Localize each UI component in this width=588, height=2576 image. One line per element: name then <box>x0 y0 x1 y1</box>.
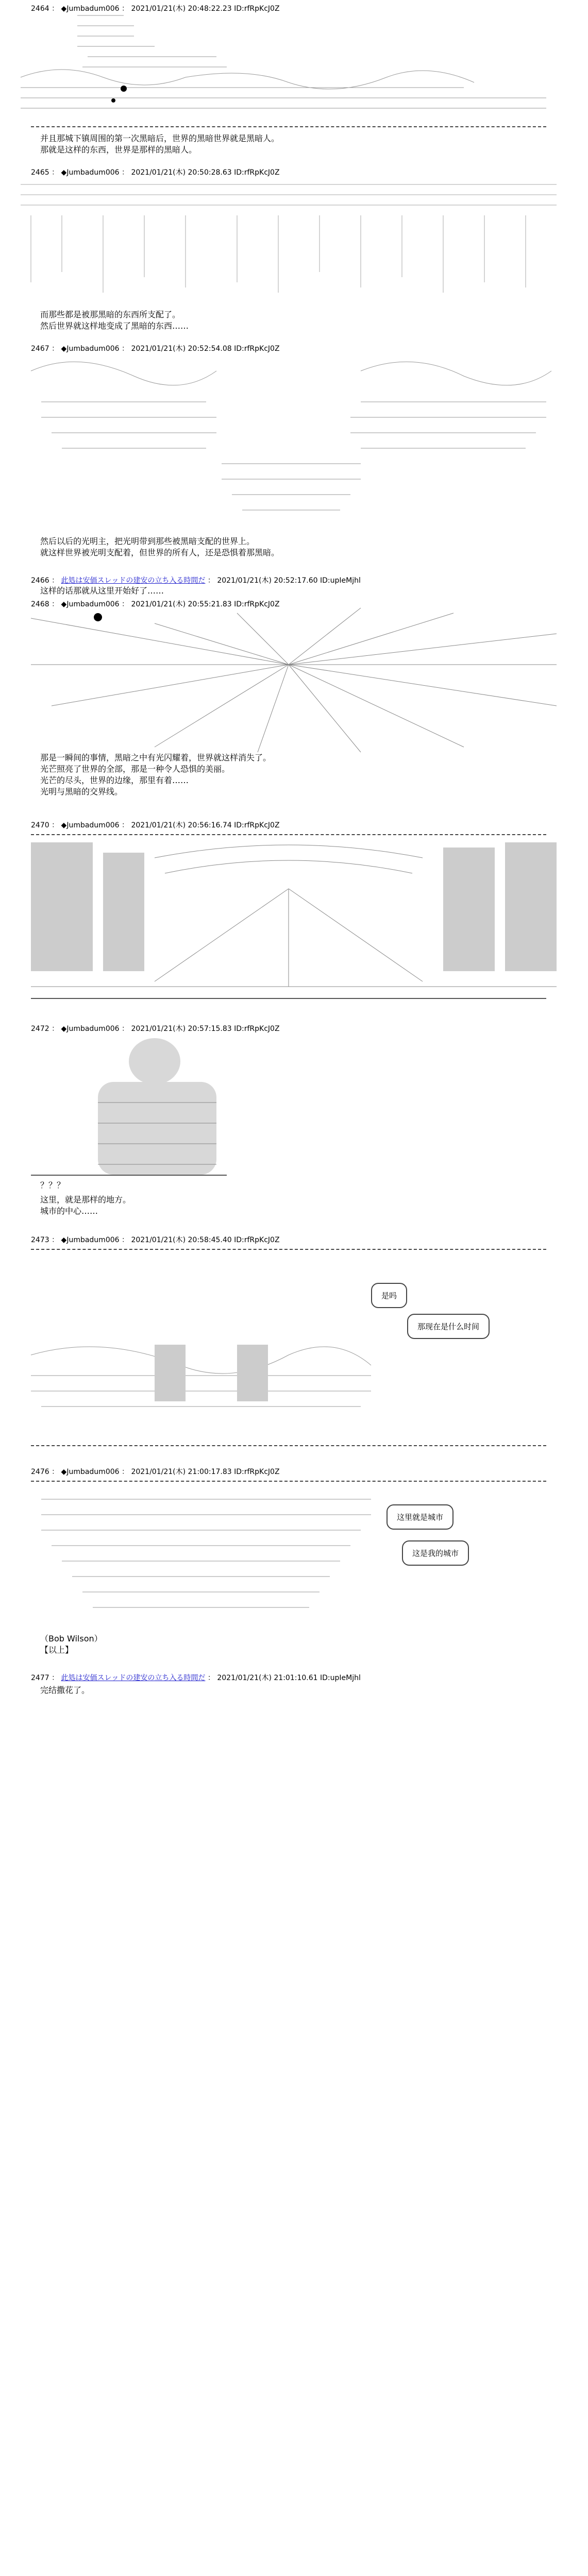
poster-name: ◆Jumbadum006 <box>61 345 120 353</box>
post-datetime: 2021/01/21(木) 20:52:17.60 <box>217 577 318 585</box>
post-2473 <box>0 1231 588 1458</box>
post-datetime: 2021/01/21(木) 20:56:16.74 <box>131 821 232 829</box>
post-body-line: 并且那城下镇周围的第一次黑暗后，世界的黑暗世界就是黑暗人。 <box>40 133 280 143</box>
post-body-line: 然后以后的光明主，把光明带到那些被黑暗支配的世界上。 <box>40 536 255 546</box>
quoted-post-header: 2466 ： 此処は安価スレッドの建安の立ち入る時間だ ： 2021/01/21(木) 20:52:17.60 ID:upIeMjhl <box>31 577 361 585</box>
post-body-line: 这里，就是那样的地方。 <box>40 1195 131 1205</box>
post-body-line: 光芒照亮了世界的全部，那是一种令人恐惧的美丽。 <box>40 764 230 774</box>
post-datetime: 2021/01/21(木) 20:57:15.83 <box>131 1025 232 1033</box>
post-body-line: 完结撒花了。 <box>40 1685 90 1695</box>
ascii-art-city-silhouette <box>0 164 588 318</box>
poster-id[interactable]: ID:upIeMjhl <box>320 577 361 585</box>
post-2477 <box>0 1669 588 1710</box>
post-2467 <box>0 340 588 567</box>
speech-bubble: 那现在是什么时间 <box>407 1314 490 1339</box>
poster-name: ◆Jumbadum006 <box>61 600 120 608</box>
post-2472 <box>0 1020 588 1226</box>
post-body-line: 而那些都是被那黑暗的东西所支配了。 <box>40 310 181 319</box>
poster-name-link[interactable]: 此処は安価スレッドの建安の立ち入る時間だ <box>61 577 206 585</box>
ascii-art-light-rays <box>0 572 588 757</box>
post-2464 <box>0 0 588 155</box>
poster-name-link[interactable]: 此処は安価スレッドの建安の立ち入る時間だ <box>61 1674 206 1682</box>
post-number[interactable]: 2465 <box>31 168 49 177</box>
post-header: 2465 ： ◆Jumbadum006 ： 2021/01/21(木) 20:50:28.63 ID:rfRpKcJ0Z <box>31 168 280 177</box>
post-2468 <box>0 572 588 804</box>
ascii-art-hills <box>0 0 588 124</box>
ascii-art-scene <box>0 1231 588 1458</box>
post-body-line: 就这样世界被光明支配着，但世界的所有人，还是恐惧着那黑暗。 <box>40 548 280 557</box>
poster-id[interactable]: ID:rfRpKcJ0Z <box>234 5 280 13</box>
post-number[interactable]: 2473 <box>31 1236 49 1244</box>
poster-name: ◆Jumbadum006 <box>61 1236 120 1244</box>
post-body-line: 那是一瞬间的事情，黑暗之中有光闪耀着，世界就这样消失了。 <box>40 753 272 762</box>
post-datetime: 2021/01/21(木) 20:52:54.08 <box>131 345 232 353</box>
post-body-line: ？？？ <box>40 1180 65 1190</box>
post-number[interactable]: 2470 <box>31 821 49 829</box>
post-body-line: 光明与黑暗的交界线。 <box>40 787 123 796</box>
separator <box>31 998 546 999</box>
quoted-body: 这样的话那就从这里开始好了…… <box>40 586 164 596</box>
post-datetime: 2021/01/21(木) 20:48:22.23 <box>131 5 232 13</box>
ascii-art-final-scene <box>0 1463 588 1680</box>
poster-id[interactable]: ID:rfRpKcJ0Z <box>234 1468 280 1476</box>
post-body-line: 光芒的尽头，世界的边缘，那里有着…… <box>40 775 189 785</box>
post-2470 <box>0 817 588 1012</box>
poster-name: ◆Jumbadum006 <box>61 1468 120 1476</box>
poster-name: ◆Jumbadum006 <box>61 821 120 829</box>
ascii-art-city-street <box>0 817 588 1012</box>
post-header: 2473 ： ◆Jumbadum006 ： 2021/01/21(木) 20:58:45.40 ID:rfRpKcJ0Z <box>31 1236 280 1244</box>
post-header: 2468 ： ◆Jumbadum006 ： 2021/01/21(木) 20:55:21.83 ID:rfRpKcJ0Z <box>31 600 280 608</box>
post-body-line: 【以上】 <box>40 1645 74 1655</box>
post-2476 <box>0 1463 588 2576</box>
separator <box>31 1175 227 1176</box>
post-number[interactable]: 2472 <box>31 1025 49 1033</box>
post-header: 2464 ： ◆Jumbadum006 ： 2021/01/21(木) 20:48:22.23 ID:rfRpKcJ0Z <box>31 5 280 13</box>
post-number[interactable]: 2477 <box>31 1674 49 1682</box>
ascii-art-cloaked-figure <box>0 1020 588 1185</box>
post-number[interactable]: 2464 <box>31 5 49 13</box>
post-body-line: 然后世界就这样地变成了黑暗的东西…… <box>40 321 189 331</box>
poster-name: ◆Jumbadum006 <box>61 168 120 177</box>
post-header: 2467 ： ◆Jumbadum006 ： 2021/01/21(木) 20:52:54.08 ID:rfRpKcJ0Z <box>31 345 280 353</box>
separator <box>31 1445 546 1446</box>
poster-id[interactable]: ID:rfRpKcJ0Z <box>234 168 280 177</box>
poster-id[interactable]: ID:rfRpKcJ0Z <box>234 1025 280 1033</box>
post-header: 2476 ： ◆Jumbadum006 ： 2021/01/21(木) 21:00:17.83 ID:rfRpKcJ0Z <box>31 1468 280 1476</box>
post-header: 2477 ： 此処は安価スレッドの建安の立ち入る時間だ ： 2021/01/21(木) 21:01:10.61 ID:upIeMjhl <box>31 1674 361 1682</box>
post-header: 2472 ： ◆Jumbadum006 ： 2021/01/21(木) 20:57:15.83 ID:rfRpKcJ0Z <box>31 1025 280 1033</box>
post-datetime: 2021/01/21(木) 20:58:45.40 <box>131 1236 232 1244</box>
post-number[interactable]: 2466 <box>31 577 49 585</box>
poster-id[interactable]: ID:rfRpKcJ0Z <box>234 821 280 829</box>
speech-bubble: 这是我的城市 <box>402 1540 469 1566</box>
post-body-line: 城市的中心…… <box>40 1206 98 1216</box>
post-datetime: 2021/01/21(木) 21:00:17.83 <box>131 1468 232 1476</box>
poster-id[interactable]: ID:upIeMjhl <box>320 1674 361 1682</box>
post-body-line: 那就是这样的东西，世界是那样的黑暗人。 <box>40 145 197 155</box>
poster-id[interactable]: ID:rfRpKcJ0Z <box>234 345 280 353</box>
post-body-line: （Bob Wilson） <box>40 1634 103 1643</box>
post-datetime: 2021/01/21(木) 20:50:28.63 <box>131 168 232 177</box>
post-number[interactable]: 2467 <box>31 345 49 353</box>
poster-name: ◆Jumbadum006 <box>61 5 120 13</box>
post-number[interactable]: 2476 <box>31 1468 49 1476</box>
speech-bubble: 这里就是城市 <box>387 1504 453 1530</box>
speech-bubble: 是吗 <box>371 1283 407 1308</box>
post-number[interactable]: 2468 <box>31 600 49 608</box>
poster-id[interactable]: ID:rfRpKcJ0Z <box>234 600 280 608</box>
ascii-art-figures <box>0 340 588 536</box>
post-datetime: 2021/01/21(木) 21:01:10.61 <box>217 1674 318 1682</box>
post-2465 <box>0 164 588 334</box>
post-header: 2470 ： ◆Jumbadum006 ： 2021/01/21(木) 20:56:16.74 ID:rfRpKcJ0Z <box>31 821 280 829</box>
separator <box>31 126 546 127</box>
post-datetime: 2021/01/21(木) 20:55:21.83 <box>131 600 232 608</box>
poster-name: ◆Jumbadum006 <box>61 1025 120 1033</box>
poster-id[interactable]: ID:rfRpKcJ0Z <box>234 1236 280 1244</box>
